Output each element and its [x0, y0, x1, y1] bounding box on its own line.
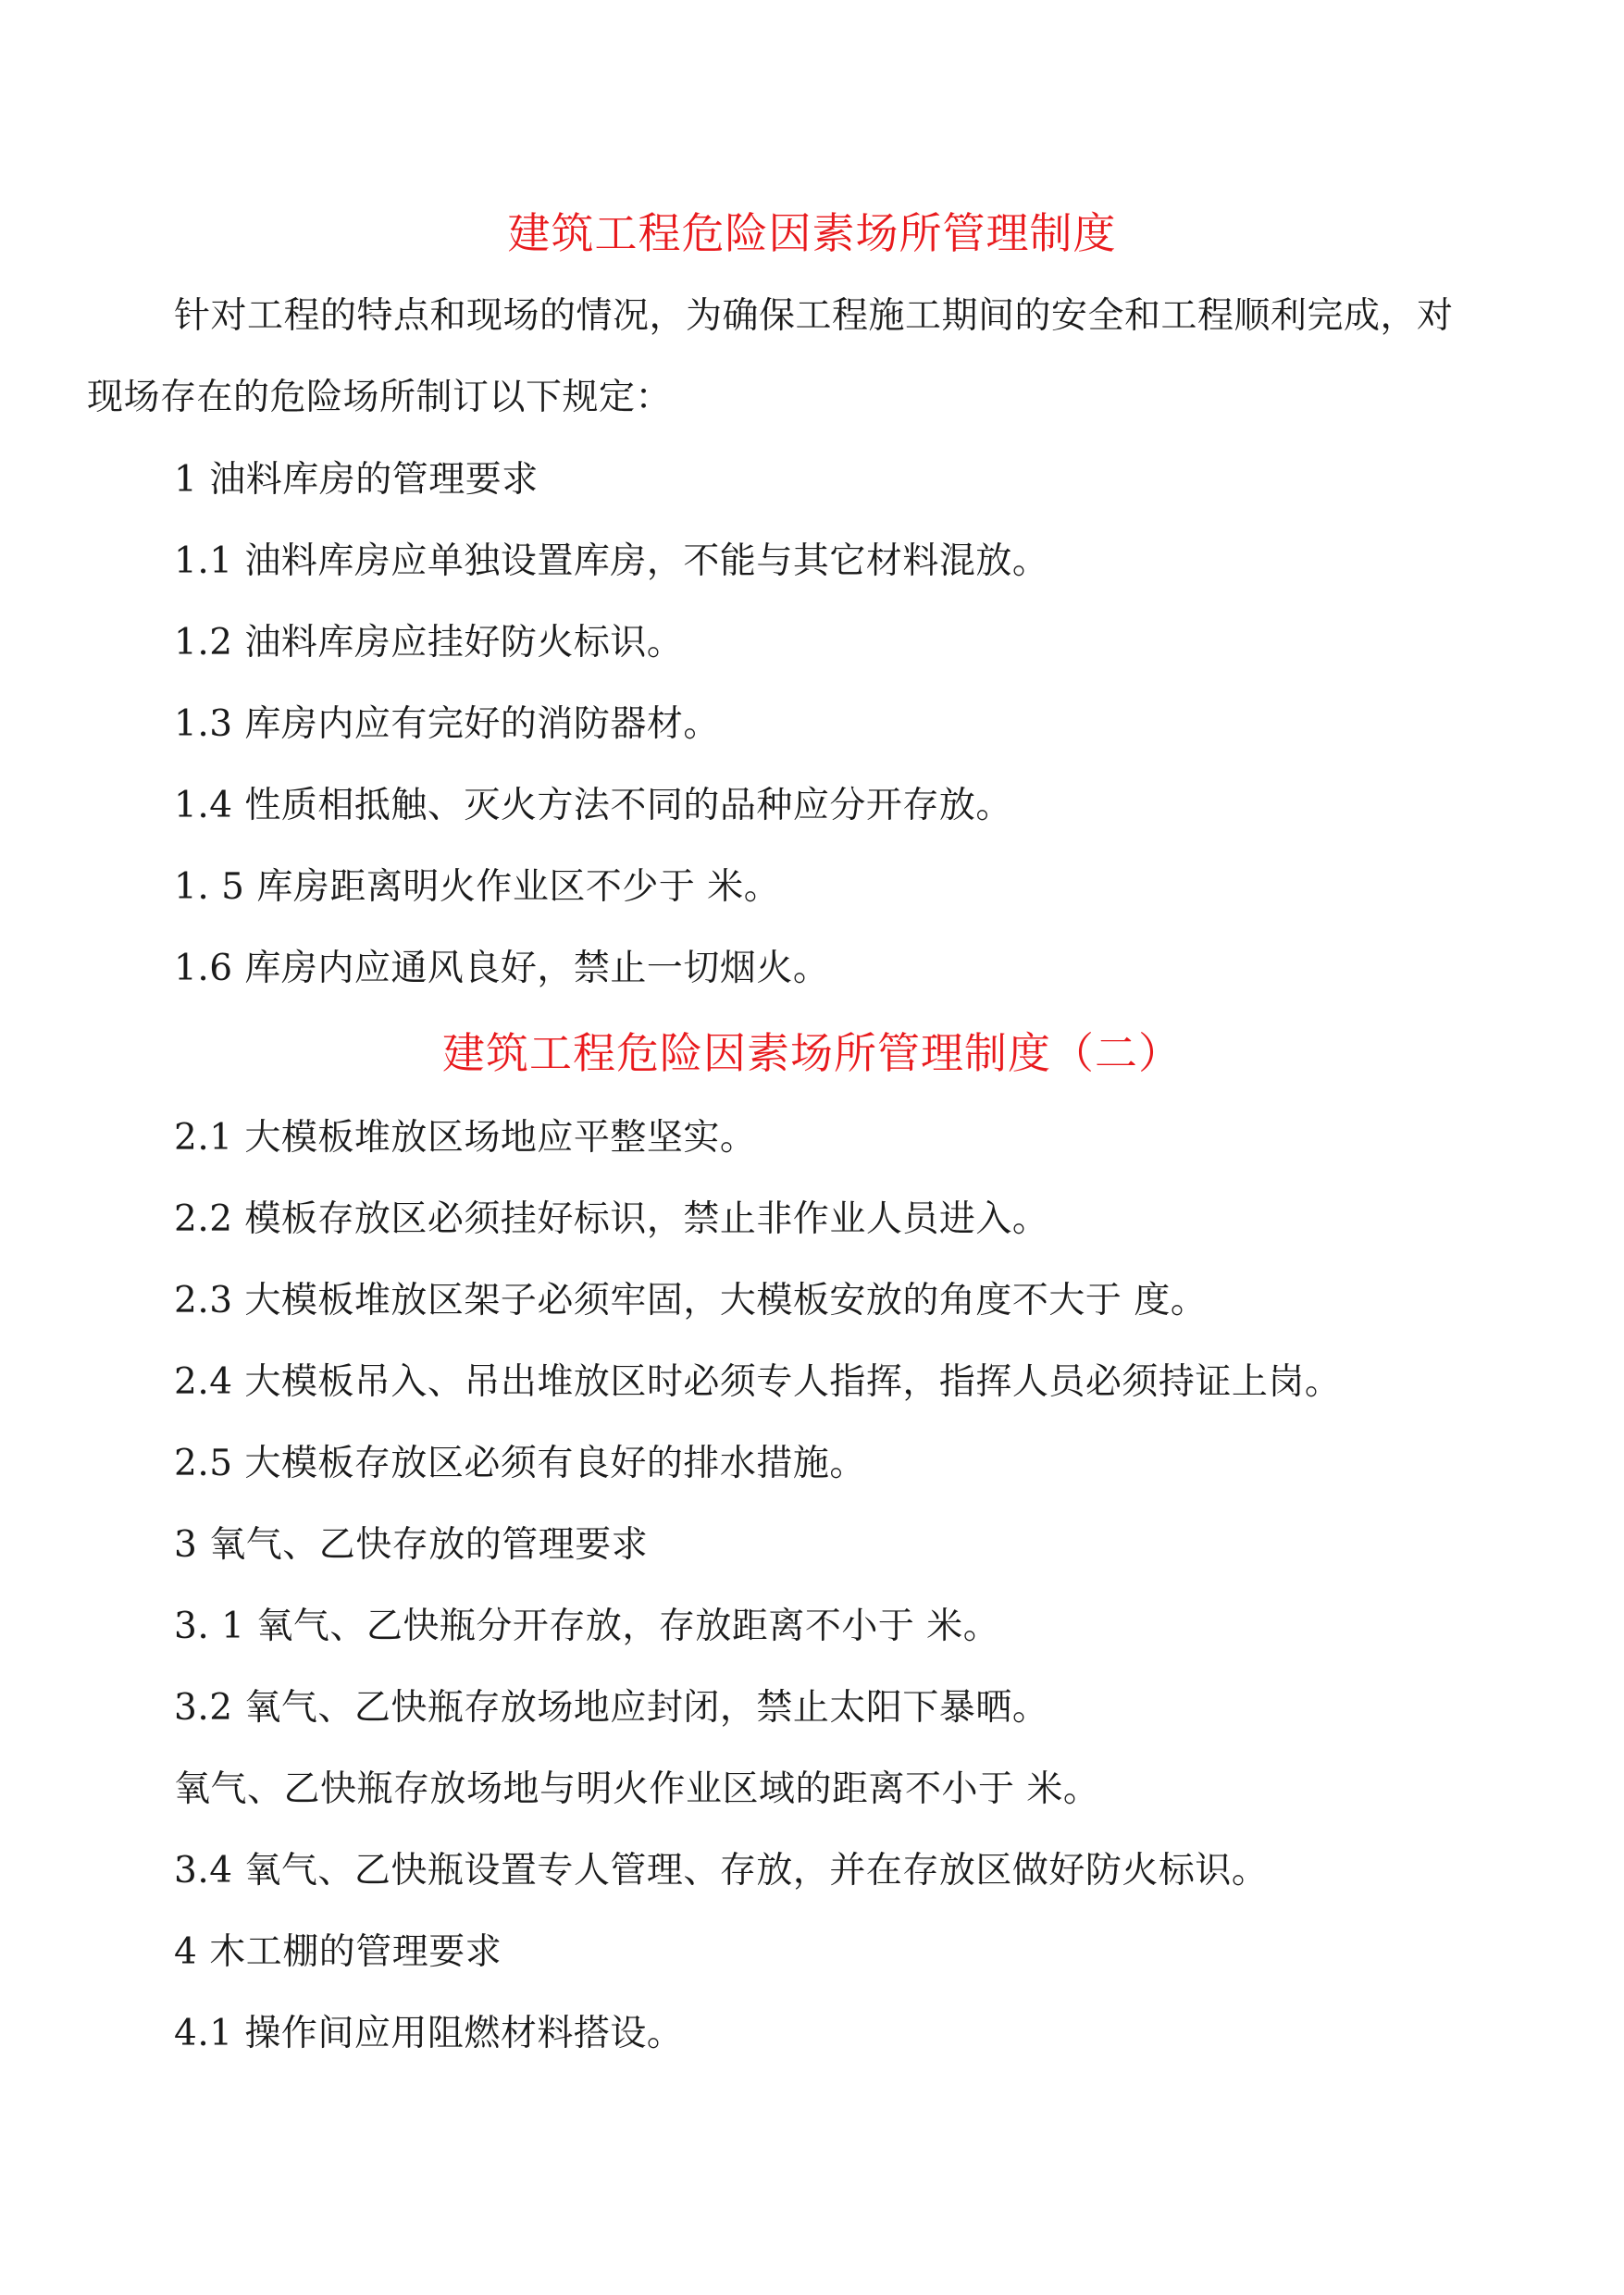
section-title-2: 建筑工程危险因素场所管理制度（二）: [442, 1028, 1182, 1078]
clause-1-6: 1.6 库房内应通风良好，禁止一切烟火。: [174, 948, 830, 989]
clause-3-3: 氧气、乙快瓶存放场地与明火作业区域的距离不小于 米。: [174, 1768, 1100, 1810]
clause-3-1: 3. 1 氧气、乙快瓶分开存放，存放距离不小于 米。: [174, 1606, 1000, 1647]
document-title: 建筑工程危险因素场所管理制度: [507, 208, 1117, 258]
clause-1-3: 1.3 库房内应有完好的消防器材。: [174, 703, 720, 745]
clause-1-4: 1.4 性质相抵触、灭火方法不同的品种应分开存放。: [174, 785, 1012, 826]
clause-1-2: 1.2 油料库房应挂好防火标识。: [174, 622, 684, 664]
section-3-heading: 3 氧气、乙快存放的管理要求: [174, 1524, 649, 1566]
clause-2-5: 2.5 大模板存放区必须有良好的排水措施。: [174, 1443, 866, 1484]
section-4-heading: 4 木工棚的管理要求: [174, 1931, 502, 1973]
clause-2-3: 2.3 大模板堆放区架子必须牢固，大模板安放的角度不大于 度。: [174, 1280, 1208, 1321]
clause-2-1: 2.1 大模板堆放区场地应平整坚实。: [174, 1117, 757, 1159]
clause-1-5: 1. 5 库房距离明火作业区不少于 米。: [174, 866, 781, 908]
clause-3-4: 3.4 氧气、乙快瓶设置专人管理、存放，并在存放区做好防火标识。: [174, 1850, 1269, 1892]
clause-2-4: 2.4 大模板吊入、吊出堆放区时必须专人指挥，指挥人员必须持证上岗。: [174, 1361, 1342, 1403]
intro-paragraph-line-1: 针对工程的特点和现场的情况，为确保工程施工期间的安全和工程顺利完成，对: [174, 295, 1454, 337]
clause-1-1: 1.1 油料库房应单独设置库房，不能与其它材料混放。: [174, 540, 1049, 582]
clause-2-2: 2.2 模板存放区必须挂好标识，禁止非作业人员进入。: [174, 1198, 1049, 1240]
clause-3-2: 3.2 氧气、乙快瓶存放场地应封闭，禁止太阳下暴晒。: [174, 1687, 1049, 1729]
intro-paragraph-line-2: 现场存在的危险场所制订以下规定：: [87, 377, 673, 418]
section-1-heading: 1 油料库房的管理要求: [174, 459, 539, 501]
clause-4-1: 4.1 操作间应用阻燃材料搭设。: [174, 2013, 684, 2054]
